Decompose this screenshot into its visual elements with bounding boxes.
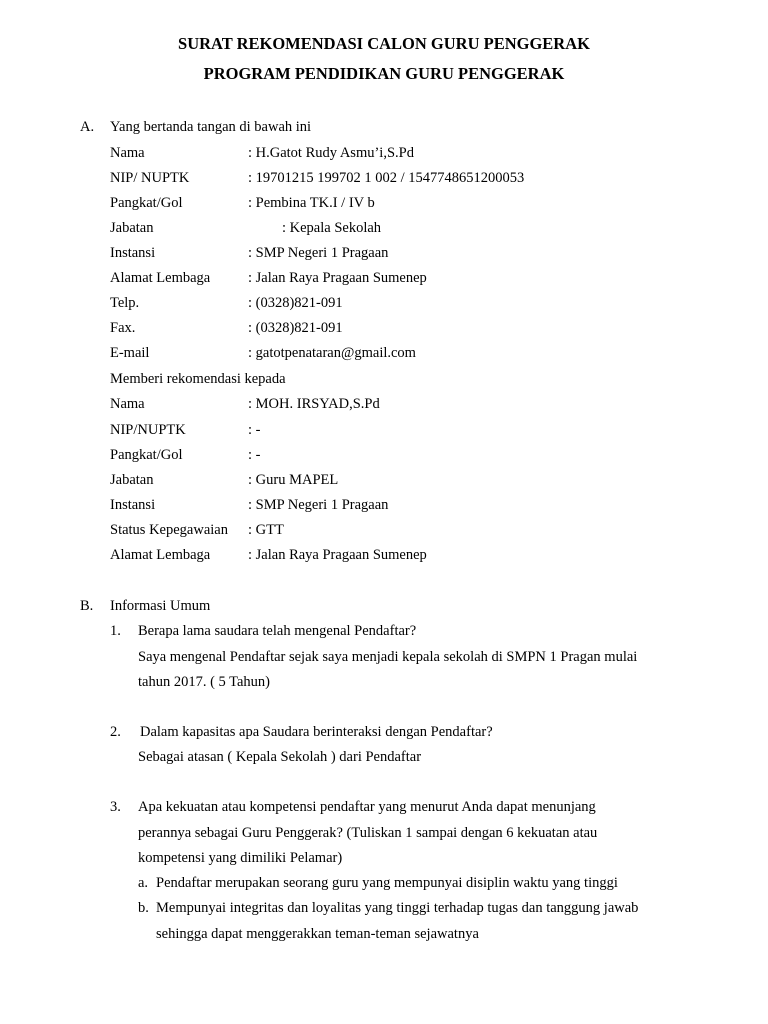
signer-email-label: E-mail bbox=[110, 345, 150, 361]
candidate-address-label: Alamat Lembaga bbox=[110, 547, 211, 563]
strength-b-letter: b. bbox=[138, 900, 149, 916]
candidate-position-label: Jabatan bbox=[110, 472, 154, 488]
signer-fax-value: : (0328)821-091 bbox=[248, 320, 343, 336]
question-1-number: 1. bbox=[110, 623, 121, 639]
signer-name-label: Nama bbox=[110, 145, 145, 161]
candidate-status-value: : GTT bbox=[248, 522, 284, 538]
signer-name-value: : H.Gatot Rudy Asmu’i,S.Pd bbox=[248, 145, 414, 161]
question-2-text: Dalam kapasitas apa Saudara berinteraksi dengan Pendaftar? bbox=[140, 724, 493, 740]
candidate-position-value: : Guru MAPEL bbox=[248, 472, 339, 488]
signer-institution-label: Instansi bbox=[110, 245, 156, 261]
document-title: SURAT REKOMENDASI CALON GURU PENGGERAK bbox=[178, 34, 590, 53]
candidate-name-value: : MOH. IRSYAD,S.Pd bbox=[248, 396, 380, 412]
question-3-line-2: perannya sebagai Guru Penggerak? (Tuliskan 1 sampai dengan 6 kekuatan atau bbox=[138, 825, 598, 841]
signer-fax-label: Fax. bbox=[110, 320, 136, 336]
question-3-line-3: kompetensi yang dimiliki Pelamar) bbox=[138, 850, 343, 866]
answer-2-text: Sebagai atasan ( Kepala Sekolah ) dari Pendaftar bbox=[138, 749, 422, 765]
candidate-status-label: Status Kepegawaian bbox=[110, 522, 228, 538]
answer-1-line-1: Saya mengenal Pendaftar sejak saya menjadi kepala sekolah di SMPN 1 Pragan mulai bbox=[138, 649, 638, 665]
section-b-letter: B. bbox=[80, 598, 94, 614]
question-3-line-1: Apa kekuatan atau kompetensi pendaftar yang menurut Anda dapat menunjang bbox=[138, 799, 596, 815]
candidate-institution-label: Instansi bbox=[110, 497, 156, 513]
candidate-nip-label: NIP/NUPTK bbox=[110, 422, 186, 438]
signer-institution-value: : SMP Negeri 1 Pragaan bbox=[248, 245, 389, 261]
section-a-heading: Yang bertanda tangan di bawah ini bbox=[110, 119, 312, 135]
question-3-number: 3. bbox=[110, 799, 121, 815]
candidate-address-value: : Jalan Raya Pragaan Sumenep bbox=[248, 547, 427, 563]
candidate-institution-value: : SMP Negeri 1 Pragaan bbox=[248, 497, 389, 513]
strength-b-line-1: Mempunyai integritas dan loyalitas yang tinggi terhadap tugas dan tanggung jawab bbox=[156, 900, 639, 916]
answer-1-line-2: tahun 2017. ( 5 Tahun) bbox=[138, 674, 271, 690]
signer-position-value: : Kepala Sekolah bbox=[282, 220, 382, 236]
signer-phone-label: Telp. bbox=[110, 295, 140, 311]
signer-rank-label: Pangkat/Gol bbox=[110, 195, 183, 211]
signer-position-label: Jabatan bbox=[110, 220, 154, 236]
question-2-number: 2. bbox=[110, 724, 121, 740]
candidate-name-label: Nama bbox=[110, 396, 145, 412]
program-title: PROGRAM PENDIDIKAN GURU PENGGERAK bbox=[203, 64, 565, 83]
section-a-letter: A. bbox=[80, 119, 95, 135]
candidate-rank-label: Pangkat/Gol bbox=[110, 447, 183, 463]
signer-nip-label: NIP/ NUPTK bbox=[110, 170, 190, 186]
question-1-text: Berapa lama saudara telah mengenal Pendaftar? bbox=[138, 623, 417, 639]
signer-address-label: Alamat Lembaga bbox=[110, 270, 211, 286]
candidate-rank-value: : - bbox=[248, 447, 261, 463]
strength-a-letter: a. bbox=[138, 875, 149, 891]
signer-email-value: : gatotpenataran@gmail.com bbox=[248, 345, 416, 361]
strength-a-text: Pendaftar merupakan seorang guru yang mempunyai disiplin waktu yang tinggi bbox=[156, 875, 618, 891]
signer-rank-value: : Pembina TK.I / IV b bbox=[248, 195, 375, 211]
section-b-heading: Informasi Umum bbox=[110, 598, 211, 614]
candidate-nip-value: : - bbox=[248, 422, 261, 438]
signer-phone-value: : (0328)821-091 bbox=[248, 295, 343, 311]
signer-nip-value: : 19701215 199702 1 002 / 1547748651200053 bbox=[248, 170, 525, 186]
recommend-heading: Memberi rekomendasi kepada bbox=[110, 371, 286, 387]
strength-b-line-2: sehingga dapat menggerakkan teman-teman sejawatnya bbox=[156, 926, 479, 942]
signer-address-value: : Jalan Raya Pragaan Sumenep bbox=[248, 270, 427, 286]
